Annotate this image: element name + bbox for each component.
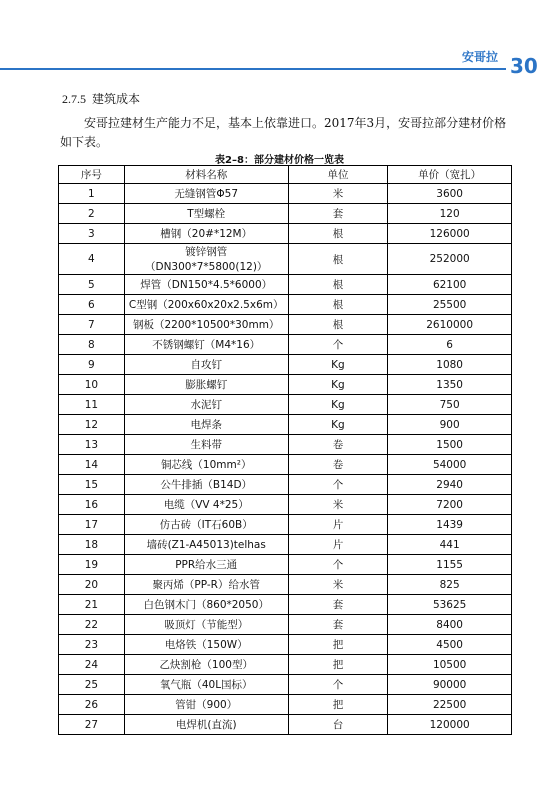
cell-unit: 米 — [288, 575, 388, 595]
cell-unit-price: 3600 — [388, 184, 512, 204]
cell-unit: 个 — [288, 335, 388, 355]
cell-material-name: 焊管（DN150*4.5*6000） — [124, 275, 288, 295]
cell-unit: 米 — [288, 184, 388, 204]
cell-unit-price: 8400 — [388, 615, 512, 635]
cell-material-name: 钢板（2200*10500*30mm） — [124, 315, 288, 335]
table-row — [59, 515, 512, 535]
header-cell-index: 序号 — [59, 166, 125, 184]
cell-material-name: 电焊条 — [124, 415, 288, 435]
table-row — [59, 455, 512, 475]
cell-material-name: 墙砖(Z1-A45013)telhas — [124, 535, 288, 555]
cell-material-name: PPR给水三通 — [124, 555, 288, 575]
cell-index: 9 — [59, 355, 125, 375]
cell-unit-price: 825 — [388, 575, 512, 595]
cell-material-name: 自攻钉 — [124, 355, 288, 375]
table-row — [59, 675, 512, 695]
table-row — [59, 475, 512, 495]
cell-unit: 根 — [288, 295, 388, 315]
table-body — [59, 184, 512, 735]
cell-index: 16 — [59, 495, 125, 515]
page-number: 30 — [510, 54, 538, 78]
cell-unit-price: 1350 — [388, 375, 512, 395]
cell-material-name: T型螺栓 — [124, 204, 288, 224]
cell-unit-price: 750 — [388, 395, 512, 415]
cell-index: 3 — [59, 224, 125, 244]
table-row — [59, 375, 512, 395]
cell-unit: 套 — [288, 595, 388, 615]
cell-index: 17 — [59, 515, 125, 535]
cell-material-name: 聚丙烯（PP-R）给水管 — [124, 575, 288, 595]
table-row — [59, 355, 512, 375]
section-title: 建筑成本 — [92, 92, 141, 106]
cell-unit-price: 22500 — [388, 695, 512, 715]
section-number: 2.7.5 — [62, 92, 86, 106]
table-row — [59, 595, 512, 615]
cell-unit-price: 6 — [388, 335, 512, 355]
table-row — [59, 495, 512, 515]
table-row — [59, 535, 512, 555]
table-row — [59, 184, 512, 204]
cell-index: 1 — [59, 184, 125, 204]
table-row — [59, 555, 512, 575]
table-row — [59, 655, 512, 675]
table-row — [59, 635, 512, 655]
cell-unit: Kg — [288, 415, 388, 435]
cell-index: 4 — [59, 244, 125, 275]
cell-unit: 台 — [288, 715, 388, 735]
cell-unit-price: 62100 — [388, 275, 512, 295]
cell-unit: 片 — [288, 535, 388, 555]
cell-unit: 根 — [288, 224, 388, 244]
cell-unit: 个 — [288, 675, 388, 695]
header-cell-material: 材料名称 — [124, 166, 288, 184]
cell-unit-price: 900 — [388, 415, 512, 435]
cell-unit: 片 — [288, 515, 388, 535]
cell-material-name: 吸顶灯（节能型） — [124, 615, 288, 635]
cell-index: 18 — [59, 535, 125, 555]
cell-material-name: 管钳（900） — [124, 695, 288, 715]
cell-material-name: 公牛排插（B14D） — [124, 475, 288, 495]
cell-index: 22 — [59, 615, 125, 635]
cell-unit-price: 53625 — [388, 595, 512, 615]
header-cell-unit: 单位 — [288, 166, 388, 184]
cell-index: 12 — [59, 415, 125, 435]
cell-index: 15 — [59, 475, 125, 495]
cell-unit-price: 90000 — [388, 675, 512, 695]
cell-material-name: 无缝钢管Φ57 — [124, 184, 288, 204]
cell-index: 14 — [59, 455, 125, 475]
table-row — [59, 715, 512, 735]
cell-unit-price: 1439 — [388, 515, 512, 535]
cell-material-name: 电烙铁（150W） — [124, 635, 288, 655]
cell-unit: 个 — [288, 555, 388, 575]
table-row — [59, 695, 512, 715]
table-row — [59, 295, 512, 315]
table-row — [59, 415, 512, 435]
table-row — [59, 275, 512, 295]
cell-unit: 套 — [288, 204, 388, 224]
cell-material-name: 仿古砖（IT石60B） — [124, 515, 288, 535]
cell-material-name: C型钢（200x60x20x2.5x6m） — [124, 295, 288, 315]
cell-material-name: 电缆（VV 4*25） — [124, 495, 288, 515]
table-row — [59, 244, 512, 275]
cell-unit-price: 1500 — [388, 435, 512, 455]
table-row — [59, 335, 512, 355]
cell-unit-price: 120000 — [388, 715, 512, 735]
table-row — [59, 575, 512, 595]
body-paragraph: 安哥拉建材生产能力不足，基本上依靠进口。2017年3月，安哥拉部分建材价格如下表。 — [60, 116, 507, 149]
header-divider — [0, 68, 506, 70]
cell-index: 21 — [59, 595, 125, 615]
cell-unit: Kg — [288, 375, 388, 395]
cell-unit-price: 1155 — [388, 555, 512, 575]
cell-unit-price: 25500 — [388, 295, 512, 315]
cell-material-name: 槽钢（20#*12M） — [124, 224, 288, 244]
cell-index: 20 — [59, 575, 125, 595]
cell-index: 8 — [59, 335, 125, 355]
cell-unit-price: 10500 — [388, 655, 512, 675]
cell-unit: 卷 — [288, 455, 388, 475]
section-heading — [62, 90, 140, 107]
table-caption: 表2–8：部分建材价格一览表 — [215, 155, 344, 166]
cell-index: 23 — [59, 635, 125, 655]
table-row — [59, 204, 512, 224]
cell-material-name: 铜芯线（10mm²） — [124, 455, 288, 475]
cell-material-name: 膨胀螺钉 — [124, 375, 288, 395]
cell-unit-price: 1080 — [388, 355, 512, 375]
cell-unit: 根 — [288, 275, 388, 295]
cell-material-name: 氧气瓶（40L国标） — [124, 675, 288, 695]
cell-index: 5 — [59, 275, 125, 295]
price-table — [58, 165, 512, 735]
cell-index: 6 — [59, 295, 125, 315]
cell-material-name: 不锈钢螺钉（M4*16） — [124, 335, 288, 355]
header-cell-price: 单价（宽扎） — [388, 166, 512, 184]
table-header-row — [59, 166, 512, 184]
table-row — [59, 395, 512, 415]
cell-unit-price: 2940 — [388, 475, 512, 495]
cell-unit-price: 441 — [388, 535, 512, 555]
cell-unit: Kg — [288, 355, 388, 375]
table-row — [59, 615, 512, 635]
cell-index: 26 — [59, 695, 125, 715]
cell-unit: 米 — [288, 495, 388, 515]
table-row — [59, 315, 512, 335]
cell-index: 11 — [59, 395, 125, 415]
cell-index: 2 — [59, 204, 125, 224]
cell-material-name: 乙炔割枪（100型） — [124, 655, 288, 675]
cell-material-name: 生料带 — [124, 435, 288, 455]
cell-index: 27 — [59, 715, 125, 735]
cell-unit: Kg — [288, 395, 388, 415]
cell-index: 25 — [59, 675, 125, 695]
cell-unit: 根 — [288, 315, 388, 335]
header-country-name: 安哥拉 — [462, 50, 499, 64]
cell-unit-price: 54000 — [388, 455, 512, 475]
cell-index: 7 — [59, 315, 125, 335]
cell-unit: 卷 — [288, 435, 388, 455]
cell-index: 10 — [59, 375, 125, 395]
cell-unit-price: 120 — [388, 204, 512, 224]
cell-unit: 根 — [288, 244, 388, 275]
cell-unit: 套 — [288, 615, 388, 635]
table-row — [59, 435, 512, 455]
cell-unit: 把 — [288, 695, 388, 715]
cell-material-name: 电焊机(直流) — [124, 715, 288, 735]
cell-unit-price: 4500 — [388, 635, 512, 655]
cell-unit-price: 2610000 — [388, 315, 512, 335]
cell-material-name: 水泥钉 — [124, 395, 288, 415]
cell-index: 24 — [59, 655, 125, 675]
cell-unit: 把 — [288, 635, 388, 655]
cell-material-name: 白色钢木门（860*2050） — [124, 595, 288, 615]
cell-unit-price: 7200 — [388, 495, 512, 515]
cell-unit-price: 126000 — [388, 224, 512, 244]
cell-material-name: 镀锌钢管（DN300*7*5800(12)） — [124, 244, 288, 275]
cell-unit: 个 — [288, 475, 388, 495]
cell-unit-price: 252000 — [388, 244, 512, 275]
cell-index: 13 — [59, 435, 125, 455]
table-row — [59, 224, 512, 244]
cell-unit: 把 — [288, 655, 388, 675]
cell-index: 19 — [59, 555, 125, 575]
